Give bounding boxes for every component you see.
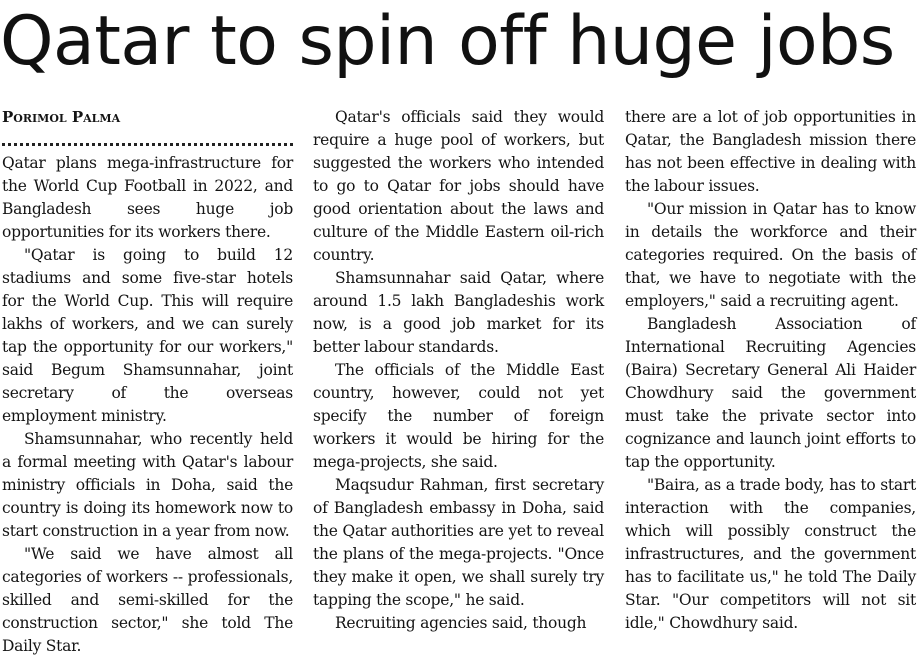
paragraph: Recruiting agencies said, though: [335, 614, 587, 632]
paragraph: The officials of the Middle East country, however, could not yet specify the number of foreign workers it would be hiring for the mega-projects, she said.: [313, 361, 604, 471]
paragraph: Shamsunnahar said Qatar, where around 1.5 lakh Bangladeshis work now, is a good job market for its better labour standards.: [313, 269, 604, 356]
paragraph: Qatar's officials said they would require a huge pool of workers, but suggested the workers who intended to go to Qatar for jobs should have good orientation about the laws and culture of the Middle Eastern oil-rich country.: [313, 108, 604, 264]
paragraph: Bangladesh Association of International Recruiting Agencies (Baira) Secretary General Ali Haider Chowdhury said the government must take the private sector into cognizance and launch joint efforts to tap the opportunity.: [625, 315, 916, 471]
headline: Qatar to spin off huge jobs: [0, 2, 895, 81]
byline-divider: [2, 129, 293, 146]
paragraph: "Qatar is going to build 12 stadiums and some five-star hotels for the World Cup. This will require lakhs of workers, and we can surely tap the opportunity for our workers," said Begum Shamsunnahar, joint secretary of the overseas employment ministry.: [2, 246, 293, 425]
paragraph: "Baira, as a trade body, has to start interaction with the companies, which will possibly construct the infrastructures, and the government has to facilitate us," he told The Daily Star. "Our competitors will not sit idle," Chowdhury said.: [625, 476, 916, 632]
paragraph: Qatar plans mega-infrastructure for the World Cup Football in 2022, and Bangladesh sees huge job opportunities for its workers there.: [2, 154, 293, 241]
paragraph: Shamsunnahar, who recently held a formal meeting with Qatar's labour ministry officials in Doha, said the country is doing its homework now to start construction in a year from now.: [2, 430, 293, 540]
paragraph: Maqsudur Rahman, first secretary of Bangladesh embassy in Doha, said the Qatar authorities are yet to reveal the plans of the mega-projects. "Once they make it open, we shall surely try tapping the scope," he said.: [313, 476, 604, 609]
article-column-1: [2, 106, 293, 658]
article-column-3: [625, 106, 916, 635]
paragraph: "We said we have almost all categories of workers -- professionals, skilled and semi-skilled for the construction sector," she told The Daily Star.: [2, 545, 293, 655]
paragraph: "Our mission in Qatar has to know in details the workforce and their categories required. On the basis of that, we have to negotiate with the employers," said a recruiting agent.: [625, 200, 916, 310]
paragraph: there are a lot of job opportunities in Qatar, the Bangladesh mission there has not been effective in dealing with the labour issues.: [625, 108, 916, 195]
byline: Porimol Palma: [2, 108, 121, 126]
article-column-2: [313, 106, 604, 635]
